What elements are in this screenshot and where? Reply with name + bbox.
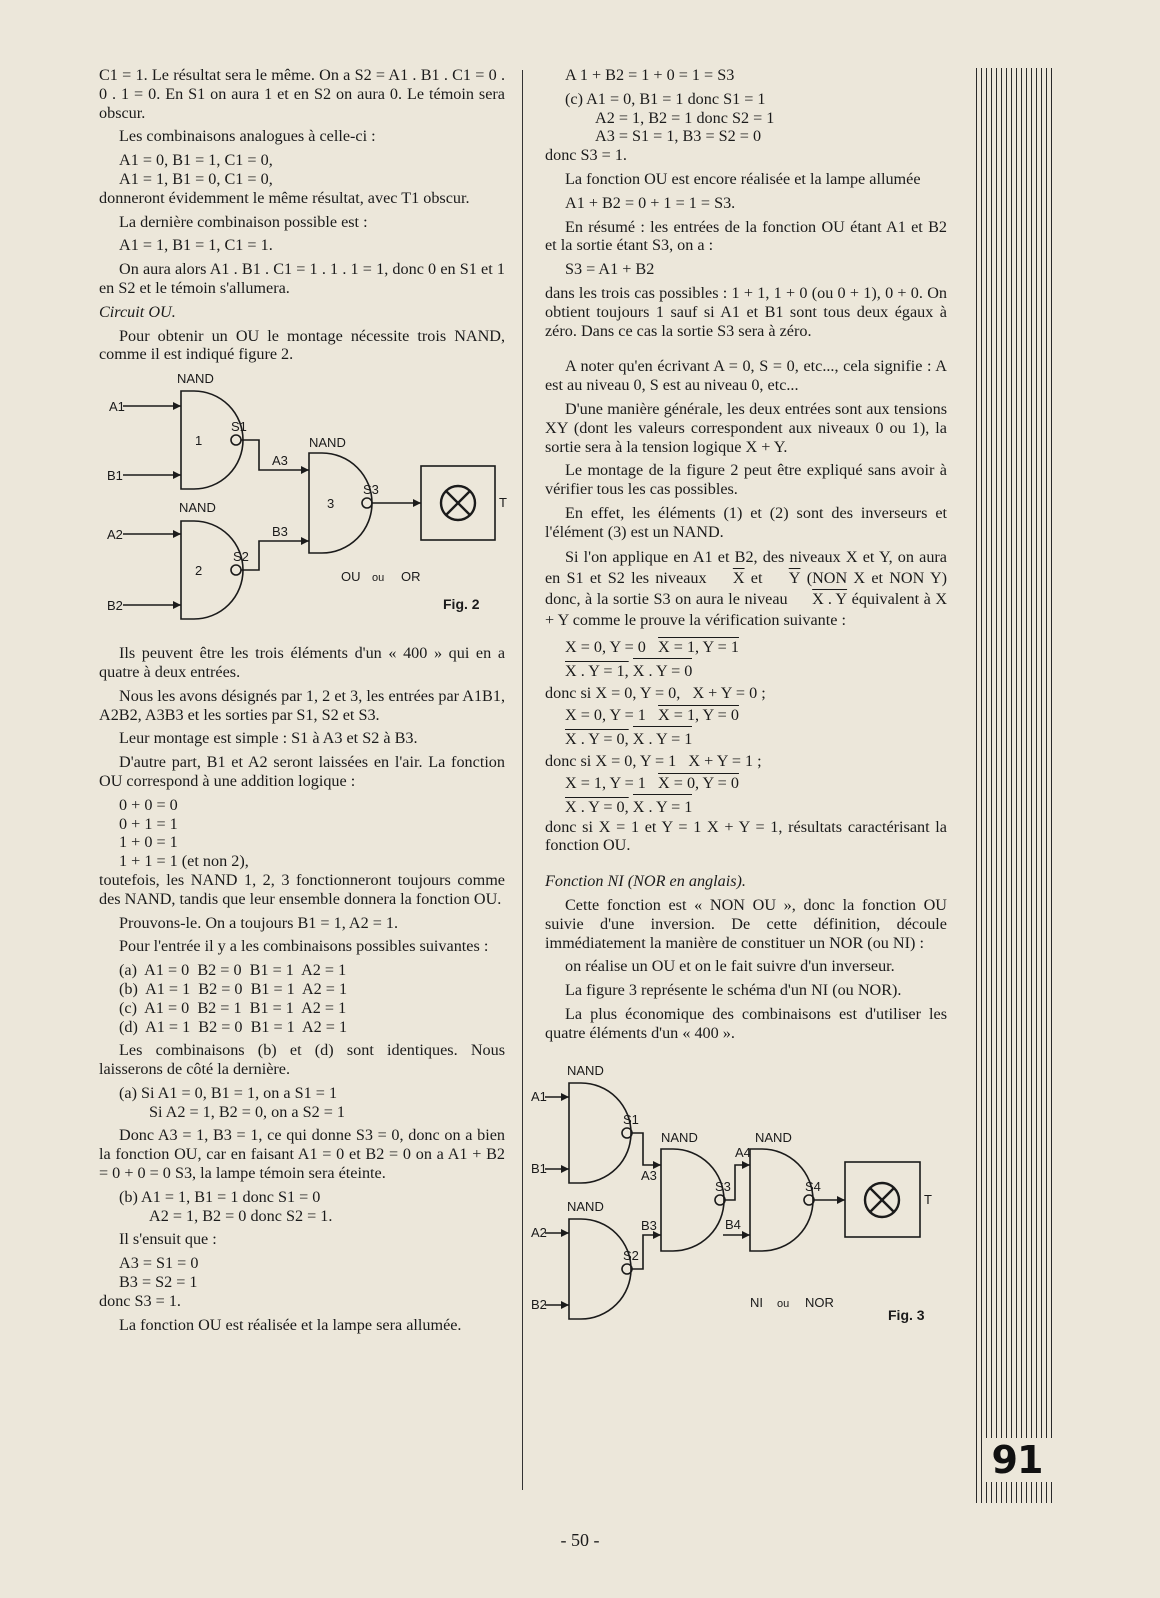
formula: A1 = 1, B1 = 1, C1 = 1.: [119, 236, 273, 255]
formula: 0 + 0 = 0: [119, 795, 178, 814]
output-label: S1: [231, 419, 247, 435]
paragraph: On aura alors A1 . B1 . C1 = 1 . 1 . 1 = 1, donc 0 en S1 et 1 en S2 et le témoin s'allumera.: [99, 260, 505, 297]
input-label: A1: [531, 1088, 547, 1104]
caption-ou: ou: [372, 572, 385, 585]
text-run: X = 0, Y = 0: [565, 637, 646, 656]
gate-label: NAND: [755, 1129, 792, 1145]
formula: A3 = S1 = 1, B3 = S2 = 0: [595, 127, 762, 146]
formula: 0 + 1 = 1: [119, 814, 178, 833]
paragraph: Les combinaisons analogues à celle-ci :: [119, 127, 376, 146]
paragraph: En effet, les éléments (1) et (2) sont des inverseurs et l'élément (3) est un NAND.: [545, 503, 947, 541]
paragraph: A noter qu'en écrivant A = 0, S = 0, etc..., cela signifie : A est au niveau 0, S est au niveau 0, etc...: [545, 357, 947, 395]
figure-2-or-circuit: [99, 369, 505, 644]
paragraph: La plus économique des combinaisons est d'utiliser les quatre éléments d'un « 400 ».: [545, 1004, 947, 1042]
formula: A2 = 1, B2 = 1 donc S2 = 1: [595, 108, 775, 127]
formula: A3 = S1 = 0: [119, 1254, 199, 1273]
overlined-text: X . Y = 0: [633, 658, 693, 682]
formula: [545, 794, 947, 818]
formula: [545, 658, 947, 682]
overlined-text: X . Y = 1: [633, 726, 693, 750]
overlined-text: X . Y = 1: [633, 794, 693, 818]
formula: (c) A1 = 0, B1 = 1 donc S1 = 1: [565, 89, 766, 108]
page-footer: - 50 -: [560, 1530, 600, 1550]
input-label: B3: [272, 524, 288, 540]
formula: donc S3 = 1.: [545, 146, 627, 165]
section-heading: Fonction NI (NOR en anglais).: [545, 872, 746, 891]
paragraph: En résumé : les entrées de la fonction OU étant A1 et B2 et la sortie étant S3, on a :: [545, 217, 947, 255]
output-label: S1: [623, 1111, 639, 1127]
input-label: B2: [107, 598, 123, 614]
formula: donc si X = 0, Y = 0, X + Y = 0 ;: [545, 683, 766, 702]
caption-or: OU: [341, 569, 361, 585]
formula: A1 = 0, B1 = 1, C1 = 0,: [119, 151, 273, 170]
column-divider: [522, 70, 523, 1490]
paragraph: dans les trois cas possibles : 1 + 1, 1 + 0 (ou 0 + 1), 0 + 0. On obtient toujours 1 sauf si A1 et B1 sont tous deux égaux à zéro. Dans ce cas la sortie S3 sera à zéro.: [545, 283, 947, 340]
formula: (b) A1 = 1, B1 = 1 donc S1 = 0: [119, 1187, 321, 1206]
formula: [545, 704, 947, 726]
side-page-number: 91: [982, 1438, 1052, 1482]
figure-3-nor-circuit: [531, 1061, 947, 1351]
nand-gate-1: [181, 391, 243, 489]
caption-or-en: OR: [401, 569, 421, 585]
paragraph: D'une manière générale, les deux entrées sont aux tensions XY (dont les valeurs correspondent aux niveaux 0 ou 1), la sortie sera à la tension logique X + Y.: [545, 399, 947, 456]
overlined-text: $\overline{X}$: [732, 568, 745, 587]
overlined-text: X = 1, Y = 0: [658, 705, 739, 724]
paragraph: D'autre part, B1 et A2 seront laissées en l'air. La fonction OU correspond à une addition logique :: [99, 753, 505, 790]
paragraph: Cette fonction est « NON OU », donc la fonction OU suivie d'une inversion. De cette définition, découle immédiatement la manière de constituer un NOR (ou NI) :: [545, 895, 947, 952]
side-stripes-decoration: [976, 68, 1056, 1503]
gate-label: NAND: [567, 1198, 604, 1214]
formula: [545, 636, 947, 658]
figure-caption: Fig. 3: [888, 1306, 925, 1323]
gate-number: 3: [327, 496, 335, 512]
section-heading: Circuit OU.: [99, 302, 176, 321]
output-label: S2: [233, 549, 249, 565]
formula: donc si X = 0, Y = 1 X + Y = 1 ;: [545, 751, 762, 770]
paragraph: Prouvons-le. On a toujours B1 = 1, A2 = 1.: [119, 913, 399, 932]
paragraph: La figure 3 représente le schéma d'un NI (ou NOR).: [565, 981, 902, 1000]
combination-row: (c) A1 = 0 B2 = 1 B1 = 1 A2 = 1: [119, 998, 347, 1017]
input-label: A3: [641, 1167, 657, 1183]
text-run: X = 0, Y = 1: [565, 705, 646, 724]
formula: [545, 772, 947, 794]
output-label: S4: [805, 1178, 821, 1194]
text-run: (NON X et NON Y) donc, à la sortie S3 on aura le niveau: [545, 568, 948, 608]
text-run: équivalent à X + Y comme le prouve la vérification suivante :: [545, 589, 948, 629]
paragraph: [545, 547, 947, 631]
paragraph: Pour l'entrée il y a les combinaisons possibles suivantes :: [119, 937, 489, 956]
paragraph: Les combinaisons (b) et (d) sont identiques. Nous laisserons de côté la dernière.: [99, 1041, 505, 1079]
lamp-label: T: [924, 1191, 932, 1207]
input-label: B4: [725, 1216, 741, 1232]
formula: 1 + 1 = 1 (et non 2),: [119, 852, 249, 871]
nand-gate-2: [181, 521, 243, 619]
paragraph: La dernière combinaison possible est :: [119, 212, 368, 231]
overlined-text: $\overline{Y}$: [788, 568, 801, 587]
text-run: Si l'on applique en A1 et B2, des niveaux X et Y, on aura en S1 et S2 les niveaux: [545, 547, 947, 587]
input-label: A1: [109, 399, 125, 415]
input-label: A2: [107, 527, 123, 543]
gate-label: NAND: [661, 1129, 698, 1145]
paragraph: Ils peuvent être les trois éléments d'un « 400 » qui en a quatre à deux entrées.: [99, 644, 505, 681]
gate-number: 1: [195, 433, 203, 449]
overlined-text: X . Y = 0,: [565, 729, 629, 748]
formula: A1 = 1, B1 = 0, C1 = 0,: [119, 169, 273, 188]
lamp-label: T: [499, 495, 507, 511]
paragraph: Nous les avons désignés par 1, 2 et 3, les entrées par A1B1, A2B2, A3B3 et les sorties par S1, S2 et S3.: [99, 686, 505, 724]
overlined-text: X = 0, Y = 0: [658, 773, 739, 792]
formula: A2 = 1, B2 = 0 donc S2 = 1.: [149, 1206, 333, 1225]
formula: S3 = A1 + B2: [565, 260, 655, 279]
formula: [545, 726, 947, 750]
caption-ni: NI: [750, 1294, 763, 1310]
formula: A1 + B2 = 0 + 1 = 1 = S3.: [565, 193, 736, 212]
figure-caption: Fig. 2: [443, 596, 480, 613]
formula: (a) Si A1 = 0, B1 = 1, on a S1 = 1: [119, 1083, 338, 1102]
paragraph: Donc A3 = 1, B3 = 1, ce qui donne S3 = 0, donc on a bien la fonction OU, car en faisant A1 = 0 et B2 = 0 on a A1 + B2 = 0 + 0 = 0 S3, la lampe témoin sera éteinte.: [99, 1126, 505, 1183]
combination-row: (b) A1 = 1 B2 = 0 B1 = 1 A2 = 1: [119, 979, 348, 998]
output-label: S3: [715, 1178, 731, 1194]
paragraph: donc si X = 1 et Y = 1 X + Y = 1, résultats caractérisant la fonction OU.: [545, 817, 947, 855]
paragraph: C1 = 1. Le résultat sera le même. On a S2 = A1 . B1 . C1 = 0 . 0 . 1 = 0. En S1 on aura 1 et en S2 on aura 0. Le témoin sera obscur.: [99, 66, 505, 122]
combination-row: (d) A1 = 1 B2 = 0 B1 = 1 A2 = 1: [119, 1017, 348, 1036]
output-label: S3: [363, 482, 379, 498]
gate-label: NAND: [179, 500, 216, 516]
input-label: B2: [531, 1296, 547, 1312]
paragraph: Il s'ensuit que :: [119, 1230, 217, 1249]
gate-number: 2: [195, 563, 203, 579]
input-label: A3: [272, 453, 288, 469]
overlined-text: X = 1, Y = 1: [658, 637, 739, 656]
formula: Si A2 = 1, B2 = 0, on a S2 = 1: [149, 1102, 346, 1121]
input-label: A2: [531, 1224, 547, 1240]
formula: A 1 + B2 = 1 + 0 = 1 = S3: [565, 66, 735, 84]
input-label: B1: [107, 468, 123, 484]
text-run: X = 1, Y = 1: [565, 773, 646, 792]
caption-nor: NOR: [805, 1294, 834, 1310]
formula: donc S3 = 1.: [99, 1291, 181, 1310]
overlined-text: X . Y: [812, 589, 848, 608]
paragraph: Le montage de la figure 2 peut être expliqué sans avoir à vérifier tous les cas possibles.: [545, 461, 947, 499]
paragraph: Leur montage est simple : S1 à A3 et S2 à B3.: [119, 729, 418, 748]
input-label: A4: [735, 1144, 751, 1160]
gate-label: NAND: [309, 435, 346, 451]
combination-row: (a) A1 = 0 B2 = 0 B1 = 1 A2 = 1: [119, 961, 347, 980]
right-column: [531, 66, 948, 1351]
gate-label: NAND: [177, 371, 214, 387]
paragraph: donneront évidemment le même résultat, avec T1 obscur.: [99, 188, 470, 207]
paragraph: on réalise un OU et on le fait suivre d'un inverseur.: [565, 957, 895, 976]
paragraph: toutefois, les NAND 1, 2, 3 fonctionneront toujours comme des NAND, tandis que leur ensemble donnera la fonction OU.: [99, 870, 505, 908]
paragraph: La fonction OU est réalisée et la lampe sera allumée.: [119, 1315, 462, 1334]
caption-ou: ou: [777, 1297, 790, 1310]
overlined-text: X . Y = 1,: [565, 661, 629, 680]
overlined-text: X . Y = 0,: [565, 797, 629, 816]
left-column: [99, 66, 505, 1339]
paragraph: La fonction OU est encore réalisée et la lampe allumée: [565, 169, 921, 188]
gate-label: NAND: [567, 1062, 604, 1078]
text-run: et: [750, 568, 763, 587]
input-label: B1: [531, 1160, 547, 1176]
input-label: B3: [641, 1217, 657, 1233]
formula: 1 + 0 = 1: [119, 833, 178, 852]
paragraph: Pour obtenir un OU le montage nécessite trois NAND, comme il est indiqué figure 2.: [99, 326, 505, 364]
output-label: S2: [623, 1247, 639, 1263]
formula: B3 = S2 = 1: [119, 1273, 198, 1292]
